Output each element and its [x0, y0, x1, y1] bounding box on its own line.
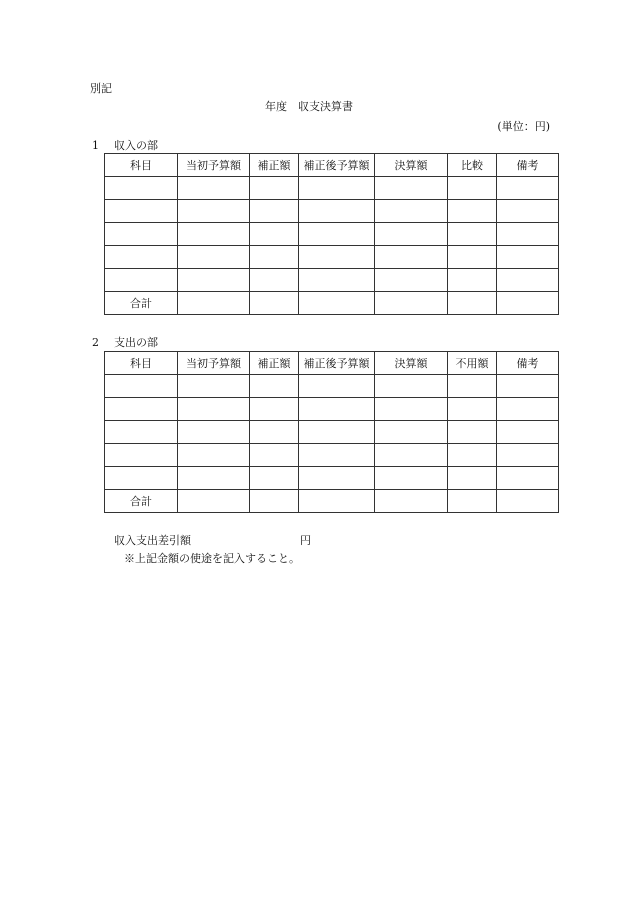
table-cell: [250, 467, 299, 490]
table-cell: [250, 177, 299, 200]
unit-note: (単位：円): [497, 120, 550, 133]
table-cell: [178, 200, 250, 223]
expense-section-heading: [92, 337, 158, 348]
income-total-row: [105, 292, 559, 315]
expense-section-title: 支出の部: [114, 336, 158, 349]
table-cell: [250, 444, 299, 467]
table-cell: [250, 223, 299, 246]
table-cell: [299, 200, 375, 223]
income-col-settled-amount: 決算額: [375, 154, 448, 177]
table-cell: [250, 398, 299, 421]
table-row: [105, 444, 559, 467]
table-cell: [178, 490, 250, 513]
income-total-label: 合計: [105, 292, 178, 315]
table-cell: [497, 490, 559, 513]
table-cell: [105, 444, 178, 467]
income-section-title: 収入の部: [114, 139, 158, 152]
table-cell: [375, 223, 448, 246]
expense-col-adjustment: 補正額: [250, 352, 299, 375]
table-cell: [375, 292, 448, 315]
table-row: [105, 398, 559, 421]
table-cell: [448, 490, 497, 513]
table-cell: [299, 490, 375, 513]
table-row: [105, 177, 559, 200]
table-cell: [497, 375, 559, 398]
table-cell: [250, 490, 299, 513]
table-cell: [497, 269, 559, 292]
difference-label: 収入支出差引額: [114, 534, 191, 547]
table-cell: [299, 223, 375, 246]
table-cell: [178, 398, 250, 421]
difference-unit: 円: [300, 534, 311, 547]
table-row: [105, 246, 559, 269]
table-cell: [178, 421, 250, 444]
table-cell: [105, 269, 178, 292]
table-cell: [448, 200, 497, 223]
expense-col-initial-budget: 当初予算額: [178, 352, 250, 375]
expense-total-row: [105, 490, 559, 513]
table-cell: [448, 467, 497, 490]
table-cell: [250, 200, 299, 223]
table-cell: [497, 246, 559, 269]
table-cell: [448, 246, 497, 269]
table-cell: [105, 421, 178, 444]
table-cell: [105, 467, 178, 490]
table-cell: [299, 398, 375, 421]
table-cell: [178, 223, 250, 246]
table-cell: [375, 375, 448, 398]
table-cell: [448, 177, 497, 200]
table-row: [105, 375, 559, 398]
table-cell: [178, 375, 250, 398]
table-cell: [250, 269, 299, 292]
table-cell: [375, 467, 448, 490]
table-cell: [497, 444, 559, 467]
table-row: [105, 421, 559, 444]
table-cell: [448, 444, 497, 467]
table-cell: [299, 444, 375, 467]
document-title: 年度 収支決算書: [265, 100, 353, 113]
table-cell: [299, 421, 375, 444]
table-cell: [497, 200, 559, 223]
income-col-initial-budget: 当初予算額: [178, 154, 250, 177]
table-cell: [448, 421, 497, 444]
table-cell: [250, 421, 299, 444]
table-cell: [299, 177, 375, 200]
income-header-row: [105, 154, 559, 177]
table-cell: [178, 177, 250, 200]
income-col-revised-budget: 補正後予算額: [299, 154, 375, 177]
table-cell: [448, 375, 497, 398]
table-cell: [178, 269, 250, 292]
expense-col-settled-amount: 決算額: [375, 352, 448, 375]
table-cell: [375, 421, 448, 444]
table-row: [105, 467, 559, 490]
table-cell: [105, 398, 178, 421]
expense-table: [104, 351, 559, 513]
income-col-subject: 科目: [105, 154, 178, 177]
expense-col-notes: 備考: [497, 352, 559, 375]
expense-total-label: 合計: [105, 490, 178, 513]
income-col-comparison: 比較: [448, 154, 497, 177]
income-table: [104, 153, 559, 315]
table-cell: [250, 292, 299, 315]
table-cell: [375, 269, 448, 292]
table-cell: [105, 246, 178, 269]
table-cell: [375, 398, 448, 421]
expense-col-revised-budget: 補正後予算額: [299, 352, 375, 375]
table-cell: [497, 292, 559, 315]
table-cell: [178, 467, 250, 490]
income-col-adjustment: 補正額: [250, 154, 299, 177]
table-cell: [299, 246, 375, 269]
table-cell: [497, 467, 559, 490]
table-cell: [448, 223, 497, 246]
table-cell: [299, 467, 375, 490]
income-section-heading: [92, 140, 158, 151]
table-cell: [299, 292, 375, 315]
table-cell: [375, 444, 448, 467]
page-label: 別記: [90, 82, 112, 95]
table-cell: [448, 398, 497, 421]
expense-col-unused-amount: 不用額: [448, 352, 497, 375]
table-cell: [105, 200, 178, 223]
table-cell: [375, 177, 448, 200]
table-cell: [497, 223, 559, 246]
expense-section-number: 2: [92, 336, 99, 349]
table-cell: [299, 269, 375, 292]
table-row: [105, 223, 559, 246]
table-cell: [250, 375, 299, 398]
table-cell: [105, 223, 178, 246]
table-cell: [250, 246, 299, 269]
table-cell: [178, 246, 250, 269]
table-cell: [448, 269, 497, 292]
table-cell: [375, 246, 448, 269]
table-row: [105, 200, 559, 223]
income-col-notes: 備考: [497, 154, 559, 177]
table-cell: [375, 200, 448, 223]
table-row: [105, 269, 559, 292]
table-cell: [497, 177, 559, 200]
remark-note: ※上記金額の使途を記入すること。: [124, 552, 300, 565]
table-cell: [299, 375, 375, 398]
income-section-number: 1: [92, 139, 99, 152]
table-cell: [375, 490, 448, 513]
table-cell: [178, 444, 250, 467]
table-cell: [105, 375, 178, 398]
table-cell: [497, 421, 559, 444]
table-cell: [105, 177, 178, 200]
table-cell: [448, 292, 497, 315]
expense-header-row: [105, 352, 559, 375]
table-cell: [497, 398, 559, 421]
expense-col-subject: 科目: [105, 352, 178, 375]
table-cell: [178, 292, 250, 315]
